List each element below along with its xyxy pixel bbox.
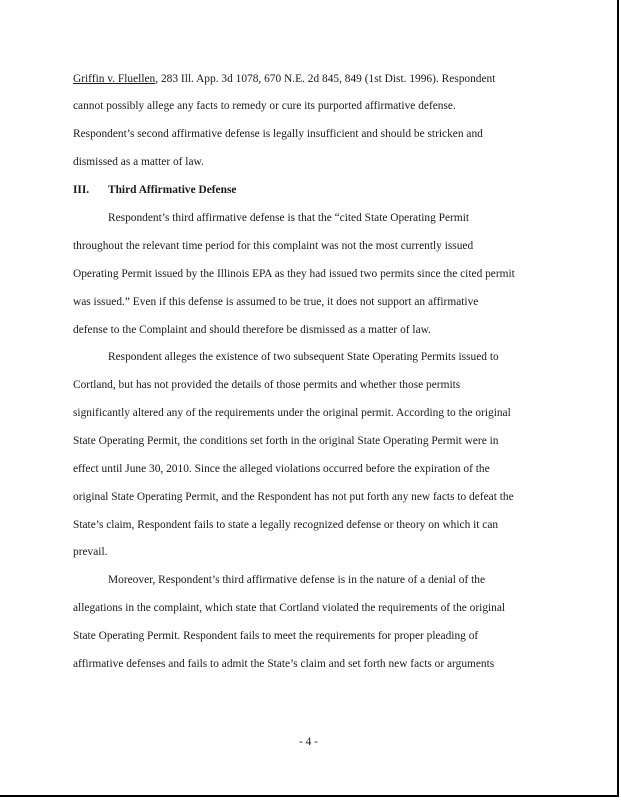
text-line: effect until June 30, 2010. Since the alleged violations occurred before the expiration of the — [73, 463, 490, 475]
text-line: Moreover, Respondent’s third affirmative defense is in the nature of a denial of the — [108, 574, 486, 586]
text-line: was issued.” Even if this defense is assumed to be true, it does not support an affirmative — [73, 296, 479, 308]
text-line: prevail. — [73, 546, 108, 558]
text-line: allegations in the complaint, which state that Cortland violated the requirements of the original — [73, 602, 506, 614]
text-line: defense to the Complaint and should therefore be dismissed as a matter of law. — [73, 324, 431, 336]
page-number: - 4 - — [299, 736, 318, 748]
text-line: Operating Permit issued by the Illinois EPA as they had issued two permits since the cited permit — [73, 268, 515, 280]
text-line: Respondent’s third affirmative defense is that the “cited State Operating Permit — [108, 212, 470, 224]
text-line: Respondent alleges the existence of two subsequent State Operating Permits issued to — [108, 351, 499, 363]
citation-rest: , 283 Ill. App. 3d 1078, 670 N.E. 2d 845, 849 (1st Dist. 1996). Respondent — [155, 73, 496, 85]
case-citation: Griffin v. Fluellen — [73, 73, 156, 85]
text-line: original State Operating Permit, and the Respondent has not put forth any new facts to defeat the — [73, 491, 514, 503]
text-line — [73, 72, 495, 86]
text-line: throughout the relevant time period for this complaint was not the most currently issued — [73, 240, 474, 252]
text-line: Cortland, but has not provided the details of those permits and whether those permits — [73, 379, 461, 391]
section-number: III. — [73, 184, 90, 196]
text-line: significantly altered any of the requirements under the original permit. According to the original — [73, 407, 511, 419]
section-heading: Third Affirmative Defense — [108, 184, 237, 196]
text-line: State Operating Permit, the conditions set forth in the original State Operating Permit were in — [73, 435, 499, 447]
text-line: cannot possibly allege any facts to remedy or cure its purported affirmative defense. — [73, 100, 456, 112]
text-line: dismissed as a matter of law. — [73, 156, 204, 168]
text-line: State’s claim, Respondent fails to state a legally recognized defense or theory on which it can — [73, 519, 499, 531]
text-line: State Operating Permit. Respondent fails to meet the requirements for proper pleading of — [73, 630, 479, 642]
text-line: Respondent’s second affirmative defense is legally insufficient and should be stricken and — [73, 128, 483, 140]
text-line: affirmative defenses and fails to admit the State’s claim and set forth new facts or arguments — [73, 658, 495, 670]
